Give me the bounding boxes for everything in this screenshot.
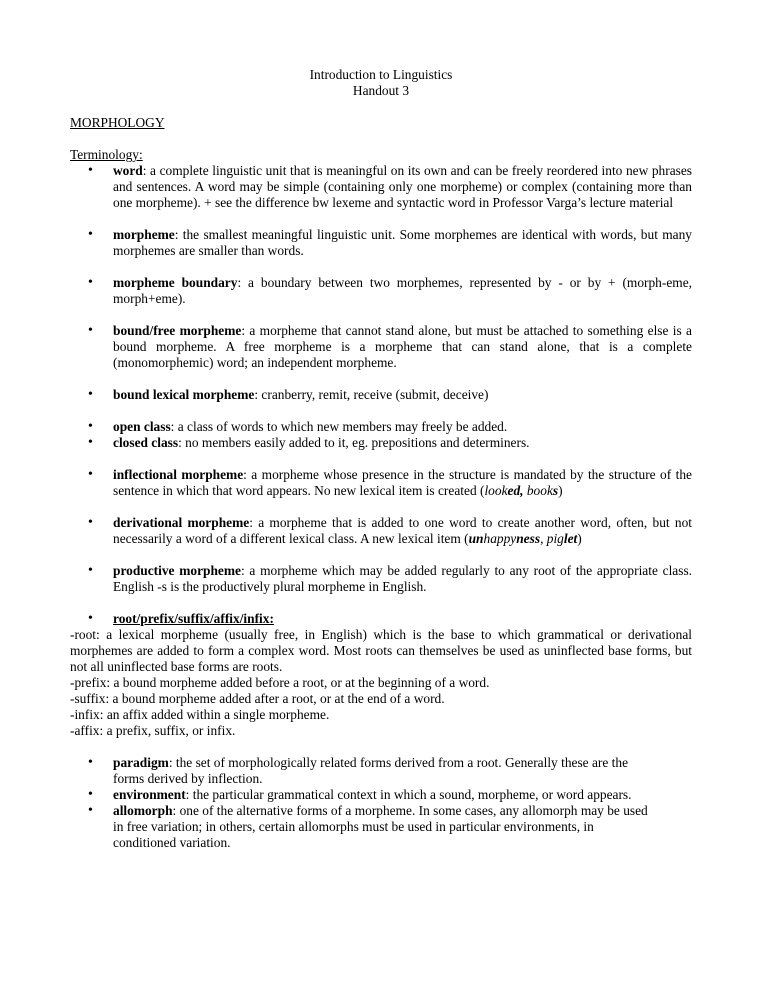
term: morpheme bbox=[113, 227, 175, 242]
term: environment bbox=[113, 787, 186, 802]
example-suffix: let bbox=[563, 531, 578, 546]
list-item-morpheme-boundary bbox=[70, 275, 692, 307]
example: pig bbox=[546, 531, 564, 546]
example-suffix: ness bbox=[516, 531, 541, 546]
example-prefix: un bbox=[468, 531, 484, 546]
example-suffix: ed, bbox=[507, 483, 524, 498]
separator: , bbox=[540, 531, 547, 546]
suffix-line: -suffix: a bound morpheme added after a root, or at the end of a word. bbox=[70, 691, 445, 706]
definition: : the set of morphologically related forms derived from a root. Generally these are the forms derived by inflection. bbox=[113, 755, 629, 786]
example-suffix: s bbox=[552, 483, 559, 498]
prefix-line: -prefix: a bound morpheme added before a root, or at the beginning of a word. bbox=[70, 675, 490, 690]
definition: : a boundary between two morphemes, represented by - or by + (morph-eme, morph+eme). bbox=[113, 275, 692, 306]
definition: : no members easily added to it, eg. prepositions and determiners. bbox=[178, 435, 530, 450]
definition: : one of the alternative forms of a morpheme. In some cases, any allomorph may be used in free variation; in others, certain allomorphs must be used in particular environments, in conditioned variation. bbox=[113, 803, 648, 850]
term: derivational morpheme bbox=[113, 515, 250, 530]
list-item-paradigm bbox=[70, 755, 692, 787]
terminology-list bbox=[70, 163, 692, 627]
definition: : cranberry, remit, receive (submit, deceive) bbox=[254, 387, 489, 402]
paren: ) bbox=[558, 483, 563, 498]
term: morpheme boundary bbox=[113, 275, 238, 290]
list-item-environment bbox=[70, 787, 692, 803]
root-line: -root: a lexical morpheme (usually free, in English) which is the base to which grammatical or derivational morphemes are added to form a complex word. Most roots can themselves be used as uninflected base forms, but not all uninflected base forms are roots. bbox=[70, 627, 692, 674]
list-item-inflectional bbox=[70, 467, 692, 499]
list-item-bound-free bbox=[70, 323, 692, 371]
root-definitions bbox=[70, 627, 692, 739]
example: look bbox=[484, 483, 508, 498]
example: book bbox=[523, 483, 553, 498]
term: closed class bbox=[113, 435, 179, 450]
list-item-root-heading bbox=[70, 611, 692, 627]
definition: : a morpheme that is added to one word to create another word, often, but not necessarily a word of a different lexical class. A new lexical item ( bbox=[113, 515, 693, 546]
list-item-productive bbox=[70, 563, 692, 595]
term: inflectional morpheme bbox=[113, 467, 244, 482]
final-list bbox=[70, 755, 692, 851]
list-item-open-class bbox=[70, 419, 692, 435]
definition: : the smallest meaningful linguistic unit. Some morphemes are identical with words, but many morphemes are smaller than words. bbox=[113, 227, 692, 258]
definition: : a complete linguistic unit that is meaningful on its own and can be freely reordered into new phrases and sentences. A word may be simple (containing only one morpheme) or complex (containing more than one morpheme). + see the difference bw lexeme and syntactic word in Professor Varga’s lecture material bbox=[113, 163, 692, 210]
list-item-closed-class bbox=[70, 435, 692, 451]
term: open class bbox=[113, 419, 171, 434]
infix-line: -infix: an affix added within a single morpheme. bbox=[70, 707, 330, 722]
definition: : a class of words to which new members may freely be added. bbox=[170, 419, 508, 434]
list-item-word bbox=[70, 163, 692, 211]
handout-page bbox=[70, 67, 692, 851]
term: allomorph bbox=[113, 803, 173, 818]
definition: : a morpheme whose presence in the structure is mandated by the structure of the sentence in which that word appears. No new lexical item is created ( bbox=[113, 467, 692, 498]
list-item-morpheme bbox=[70, 227, 692, 259]
definition: : a morpheme which may be added regularly to any root of the appropriate class. English -s is the productively plural morpheme in English. bbox=[113, 563, 693, 594]
list-item-derivational bbox=[70, 515, 692, 547]
list-item-allomorph bbox=[70, 803, 692, 851]
list-item-bound-lexical bbox=[70, 387, 692, 403]
term: productive morpheme bbox=[113, 563, 241, 578]
example: happy bbox=[483, 531, 517, 546]
root-heading: root/prefix/suffix/affix/infix: bbox=[113, 611, 274, 626]
section-heading: MORPHOLOGY bbox=[70, 115, 165, 130]
term: bound lexical morpheme bbox=[113, 387, 255, 402]
term: paradigm bbox=[113, 755, 169, 770]
definition: : a morpheme that cannot stand alone, but must be attached to something else is a bound morpheme. A free morpheme is a morpheme that can stand alone, that is a complete (monomorphemic) word; an independent morpheme. bbox=[113, 323, 692, 370]
term: word bbox=[113, 163, 143, 178]
document-subtitle: Handout 3 bbox=[352, 83, 410, 98]
definition: : the particular grammatical context in which a sound, morpheme, or word appears. bbox=[185, 787, 632, 802]
paren: ) bbox=[577, 531, 582, 546]
affix-line: -affix: a prefix, suffix, or infix. bbox=[70, 723, 236, 738]
terminology-heading: Terminology: bbox=[70, 147, 143, 162]
document-title: Introduction to Linguistics bbox=[309, 67, 453, 82]
term: bound/free morpheme bbox=[113, 323, 242, 338]
